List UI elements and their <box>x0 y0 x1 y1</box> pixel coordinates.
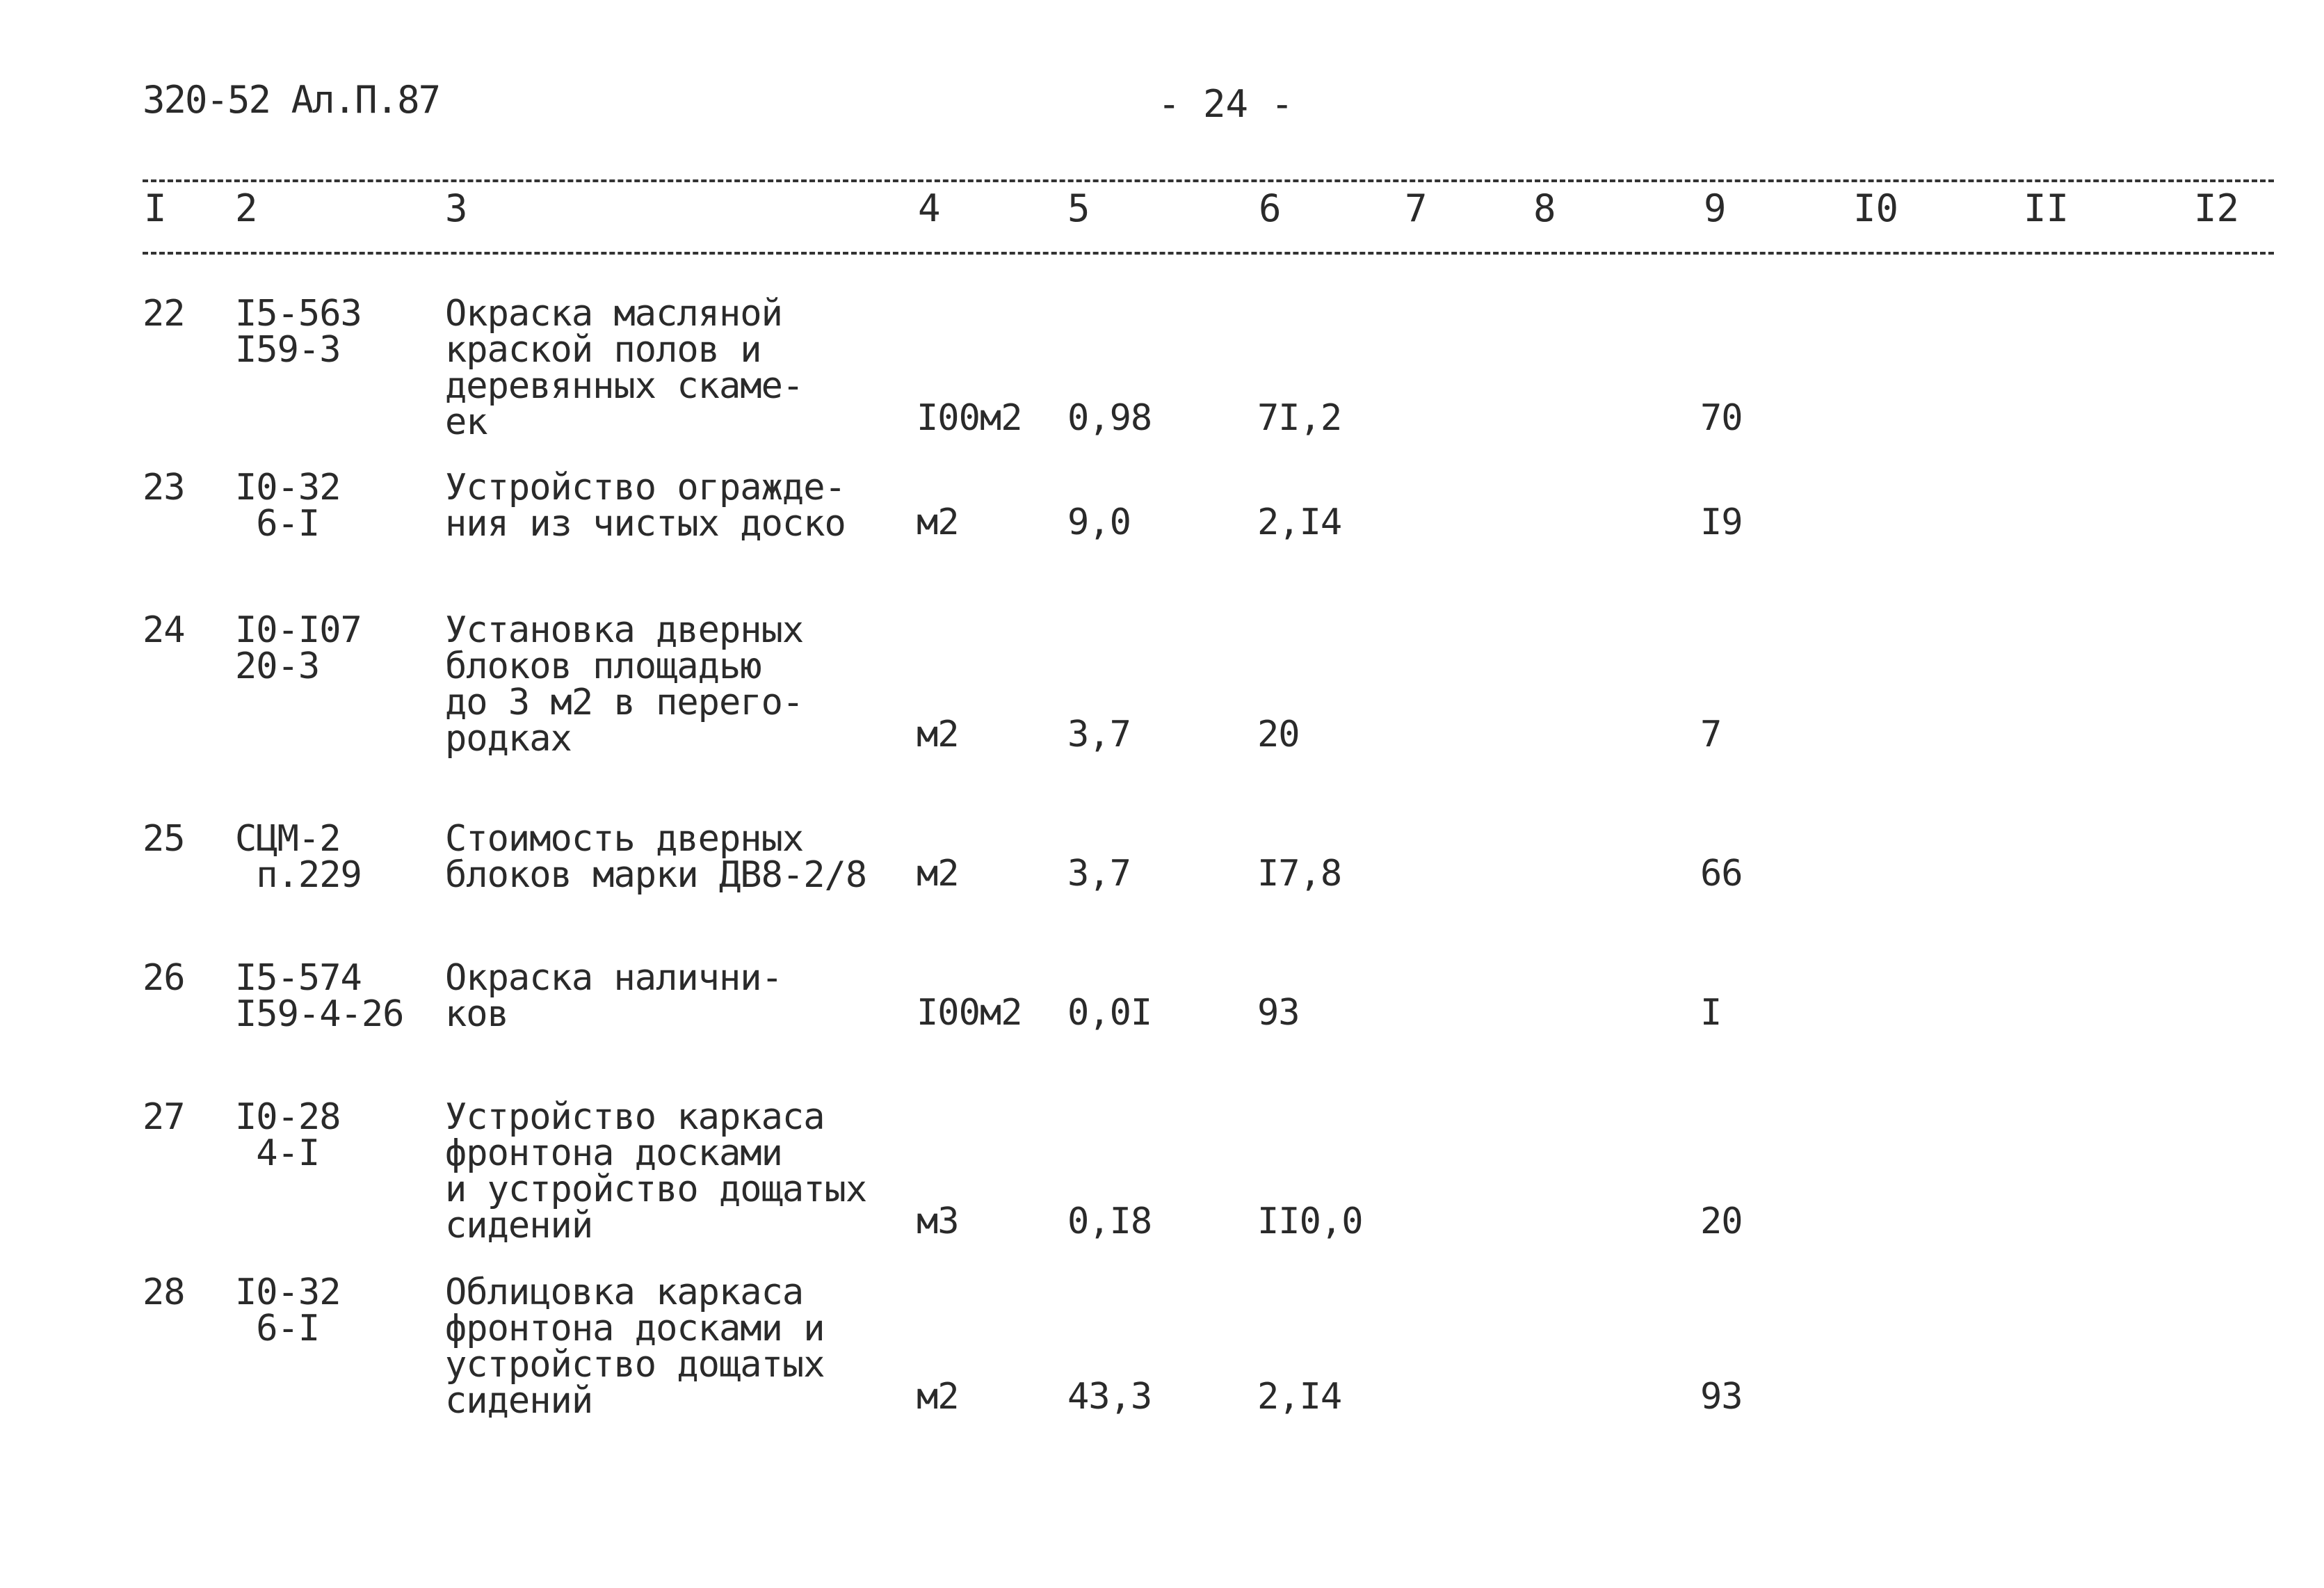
total: 20 <box>1700 1201 1743 1242</box>
total: I <box>1700 992 1722 1034</box>
column-number: II <box>2024 186 2069 230</box>
column-number: 7 <box>1405 186 1428 230</box>
total: 66 <box>1700 853 1743 895</box>
header-rule-bottom <box>143 252 2274 255</box>
row-number: 24 <box>143 609 185 651</box>
work-description: Устройство огражде- ния из чистых доско <box>445 467 846 545</box>
row-number: 26 <box>143 957 185 999</box>
column-number: 6 <box>1259 186 1282 230</box>
unit: м2 <box>917 502 959 543</box>
header-rule-top <box>143 179 2274 182</box>
column-number: 8 <box>1533 186 1556 230</box>
row-number: 28 <box>143 1272 185 1313</box>
work-description: Окраска масляной краской полов и деревянных скаме- ек <box>445 293 804 443</box>
unit-price: 2,I4 <box>1257 1376 1342 1418</box>
document-code: 320-52 Ал.П.87 <box>143 78 440 122</box>
unit: м2 <box>917 853 959 895</box>
row-number: 27 <box>143 1096 185 1138</box>
quantity: 0,I8 <box>1067 1201 1152 1242</box>
unit: м2 <box>917 1376 959 1418</box>
unit-price: 20 <box>1257 714 1300 755</box>
unit: м2 <box>917 714 959 755</box>
norm-code: I0-I07 20-3 <box>235 609 362 687</box>
column-number: 2 <box>235 186 258 230</box>
column-number: 5 <box>1067 186 1090 230</box>
quantity: 0,98 <box>1067 397 1152 439</box>
column-number: I <box>144 186 167 230</box>
unit-price: 2,I4 <box>1257 502 1342 543</box>
work-description: Стоимость дверных блоков марки ДВ8-2/8 <box>445 818 867 896</box>
unit-price: 7I,2 <box>1257 397 1342 439</box>
unit-price: I7,8 <box>1257 853 1342 895</box>
norm-code: I0-28 4-I <box>235 1096 341 1174</box>
total: 93 <box>1700 1376 1743 1418</box>
unit-price: 93 <box>1257 992 1300 1034</box>
norm-code: I5-563 I59-3 <box>235 293 362 371</box>
total: I9 <box>1700 502 1743 543</box>
norm-code: I0-32 6-I <box>235 467 341 545</box>
unit: м3 <box>917 1201 959 1242</box>
quantity: 9,0 <box>1067 502 1131 543</box>
unit: I00м2 <box>917 992 1022 1034</box>
norm-code: СЦМ-2 п.229 <box>235 818 362 896</box>
column-number: 9 <box>1704 186 1727 230</box>
column-number: I2 <box>2194 186 2240 230</box>
norm-code: I0-32 6-I <box>235 1272 341 1349</box>
quantity: 0,0I <box>1067 992 1152 1034</box>
work-description: Окраска налични- ков <box>445 957 782 1035</box>
column-number: I0 <box>1853 186 1899 230</box>
column-number: 4 <box>918 186 941 230</box>
work-description: Установка дверных блоков площадью до 3 м2 в перего- родках <box>445 609 804 760</box>
quantity: 3,7 <box>1067 853 1131 895</box>
total: 70 <box>1700 397 1743 439</box>
total: 7 <box>1700 714 1722 755</box>
work-description: Устройство каркаса фронтона досками и устройство дощатых сидений <box>445 1096 867 1246</box>
norm-code: I5-574 I59-4-26 <box>235 957 404 1035</box>
column-number: 3 <box>445 186 468 230</box>
page-number: - 24 - <box>1158 82 1294 126</box>
unit: I00м2 <box>917 397 1022 439</box>
row-number: 25 <box>143 818 185 860</box>
quantity: 3,7 <box>1067 714 1131 755</box>
quantity: 43,3 <box>1067 1376 1152 1418</box>
row-number: 23 <box>143 467 185 508</box>
work-description: Облицовка каркаса фронтона досками и устройство дощатых сидений <box>445 1272 825 1422</box>
row-number: 22 <box>143 293 185 335</box>
unit-price: II0,0 <box>1257 1201 1363 1242</box>
